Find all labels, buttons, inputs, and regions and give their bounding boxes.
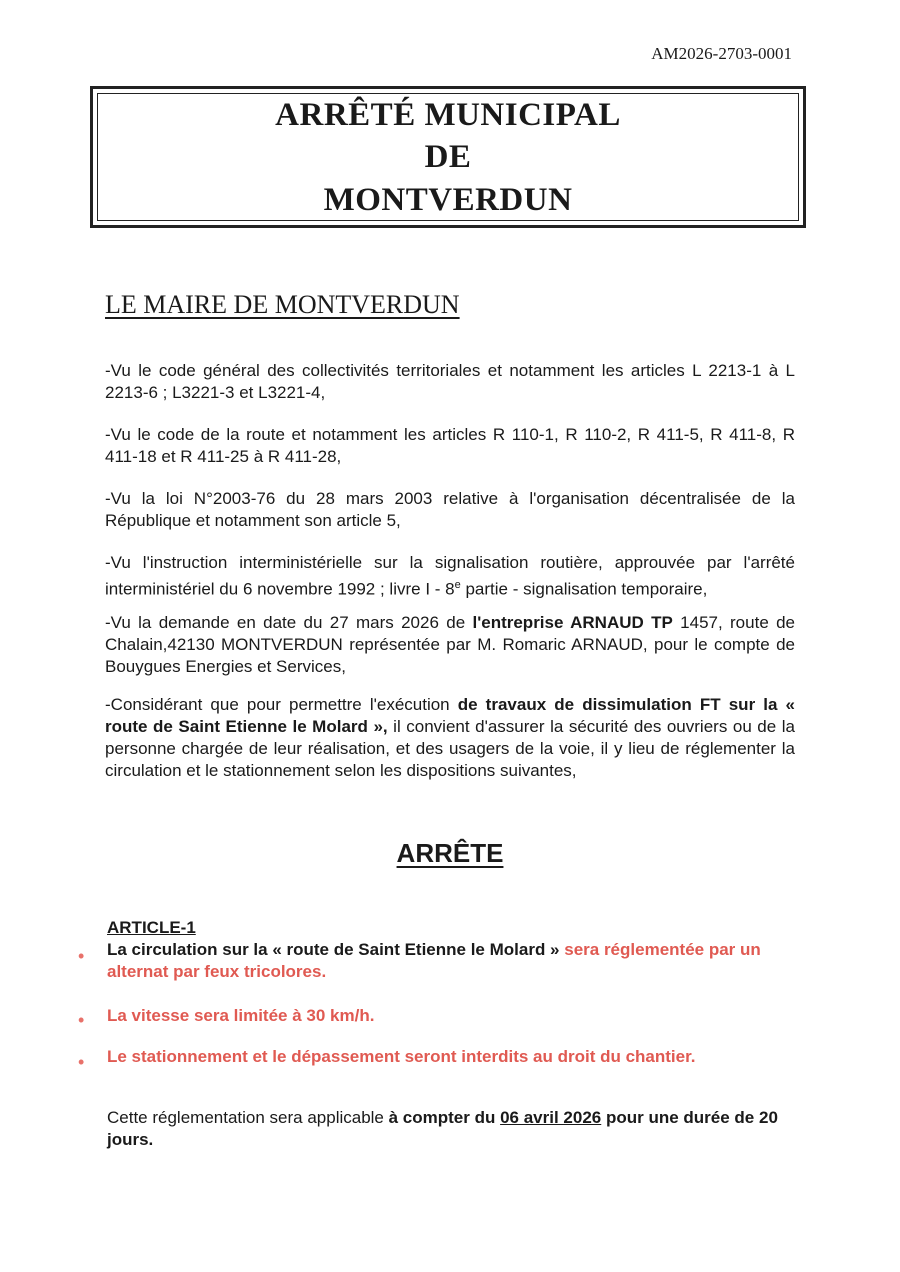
bullet-3: •: [78, 1052, 85, 1072]
reference-number: AM2026-2703-0001: [651, 44, 792, 63]
title-line-2: DE: [424, 139, 472, 175]
consideration-1: -Vu le code général des collectivités territoriales et notamment les articles L 2213-1 à L 2213-6 ; L3221-3 et L3221-4,: [105, 361, 795, 402]
title-box: [90, 86, 806, 228]
consideration-6-start: -Considérant que pour permettre l'exécution: [105, 695, 458, 714]
consideration-4: [105, 552, 795, 601]
consideration-5-company: l'entreprise ARNAUD TP: [472, 613, 673, 632]
consideration-5-end: 1457, route de Chalain,42130 MONTVERDUN représentée par M. Romaric ARNAUD, pour le compte de Bouygues Energies et Services,: [105, 613, 796, 676]
consideration-2: -Vu le code de la route et notamment les articles R 110-1, R 110-2, R 411-5, R 411-8, R 411-18 et R 411-25 à R 411-28,: [105, 425, 795, 466]
consideration-6-end: il convient d'assurer la sécurité des ouvriers ou de la personne chargée de leur réalisation, et des usagers de la voie, il y lieu de réglementer la circulation et le stationnement selon les dispositions suivantes,: [105, 717, 795, 780]
article-1-item-3: Le stationnement et le dépassement seront interdits au droit du chantier.: [107, 1047, 696, 1066]
final-start: Cette réglementation sera applicable: [107, 1108, 389, 1127]
consideration-6-works: de travaux de dissimulation FT sur la « route de Saint Etienne le Molard »,: [105, 695, 796, 736]
final-paragraph: [107, 1107, 797, 1151]
consideration-4-sup: e: [454, 579, 461, 591]
consideration-3: -Vu la loi N°2003-76 du 28 mars 2003 relative à l'organisation décentralisée de la République et notamment son article 5,: [105, 489, 795, 530]
bullet-2: •: [78, 1010, 85, 1030]
title-line-1: ARRÊTÉ MUNICIPAL: [275, 97, 621, 133]
final-bold-1: à compter du: [388, 1108, 501, 1127]
consideration-4-start: -Vu l'instruction interministérielle sur la signalisation routière, approuvée par l'arrêté interministériel du 6 novembre 1992 ; livre I - 8: [105, 553, 795, 599]
article-1-item-1: [107, 939, 797, 983]
article-1-item-1-black: La circulation sur la « route de Saint Etienne le Molard »: [107, 940, 560, 959]
consideration-5-start: -Vu la demande en date du 27 mars 2026 de: [105, 613, 473, 632]
consideration-5: [105, 612, 795, 678]
arrete-heading: ARRÊTE: [396, 838, 504, 868]
article-1-item-2: La vitesse sera limitée à 30 km/h.: [107, 1006, 375, 1025]
consideration-6: [105, 694, 795, 782]
maire-heading: LE MAIRE DE MONTVERDUN: [105, 290, 460, 319]
article-1-title: ARTICLE-1: [107, 918, 196, 937]
consideration-4-end: partie - signalisation temporaire,: [460, 579, 708, 599]
final-bold-2: pour une durée de 20 jours.: [107, 1108, 778, 1149]
final-date: 06 avril 2026: [500, 1108, 602, 1127]
bullet-1: •: [78, 946, 85, 966]
title-line-3: MONTVERDUN: [323, 182, 573, 218]
article-1-item-1-red: sera réglementée par un alternat par feux tricolores.: [107, 940, 761, 981]
